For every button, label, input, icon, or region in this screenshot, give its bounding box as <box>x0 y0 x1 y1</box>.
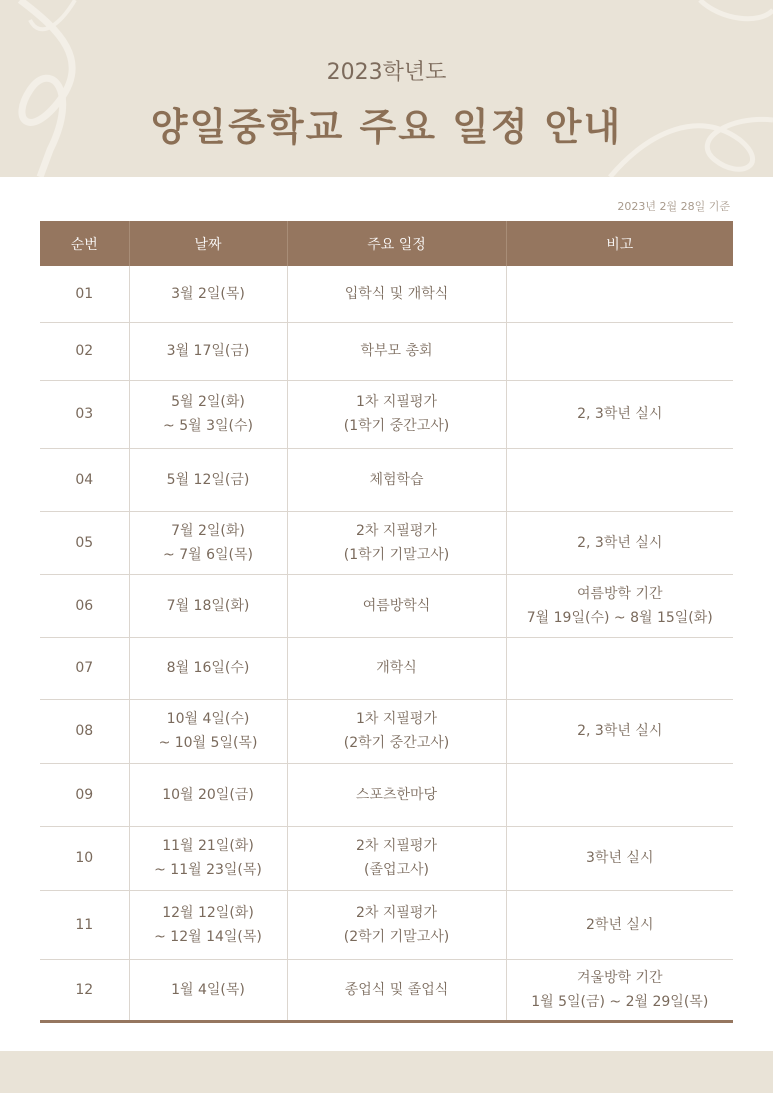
row-note-line: 겨울방학 기간 <box>576 969 663 986</box>
row-date-line: 11월 21일(화) <box>162 838 254 854</box>
row-number <box>40 699 129 763</box>
as-of-date: 2023년 2월 28일 기준 <box>617 200 730 213</box>
row-event-line: (2학기 기말고사) <box>343 928 450 945</box>
column-header-event: 주요 일정 <box>287 221 506 266</box>
row-date-line: 12월 12일(화) <box>162 904 254 921</box>
row-event-line: (1학기 중간고사) <box>343 418 450 434</box>
row-note-line: 7월 19일(수) ~ 8월 15일(화) <box>526 609 713 626</box>
row-event-line: 종업식 및 졸업식 <box>344 981 449 998</box>
schedule-rows <box>40 266 733 1021</box>
row-event <box>287 890 506 959</box>
header-banner <box>0 0 773 177</box>
row-note-line: 2학년 실시 <box>586 916 654 933</box>
row-number <box>40 763 129 826</box>
row-note <box>506 574 733 637</box>
row-note-line: 2, 3학년 실시 <box>577 406 663 422</box>
row-note <box>506 637 733 699</box>
row-number <box>40 322 129 380</box>
row-date-line: 5월 12일(금) <box>166 471 250 488</box>
row-note <box>506 266 733 322</box>
row-number <box>40 959 129 1021</box>
row-date-line: 10월 20일(금) <box>162 786 254 803</box>
row-date-line: ~ 12월 14일(목) <box>154 928 262 945</box>
page-title: 양일중학교 주요 일정 안내 <box>150 104 623 149</box>
school-year: 2023학년도 <box>326 60 447 85</box>
row-number-text: 04 <box>75 471 94 488</box>
row-number-text: 06 <box>75 597 94 614</box>
row-note-line: 1월 5일(금) ~ 2월 29일(목) <box>531 993 709 1010</box>
row-number <box>40 826 129 890</box>
row-note-line: 2, 3학년 실시 <box>577 723 663 739</box>
row-event-line: 2차 지필평가 <box>356 522 437 539</box>
row-event <box>287 959 506 1021</box>
row-date <box>129 380 287 448</box>
row-number <box>40 574 129 637</box>
row-date-line: 3월 2일(목) <box>171 285 245 302</box>
row-note <box>506 763 733 826</box>
row-event <box>287 699 506 763</box>
row-date-line: 3월 17일(금) <box>166 343 250 359</box>
row-number-text: 07 <box>75 660 94 676</box>
table-row <box>40 448 733 511</box>
row-event-line: 학부모 총회 <box>360 343 433 359</box>
footer-band <box>0 1051 773 1093</box>
row-date-line: 5월 2일(화) <box>171 394 245 410</box>
row-number-text: 12 <box>75 981 94 998</box>
column-header-date: 날짜 <box>129 221 287 266</box>
row-date <box>129 763 287 826</box>
row-event <box>287 380 506 448</box>
row-note <box>506 699 733 763</box>
row-event <box>287 511 506 574</box>
row-number <box>40 380 129 448</box>
table-row <box>40 959 733 1021</box>
row-number-text: 08 <box>75 723 94 739</box>
table-row <box>40 574 733 637</box>
row-note <box>506 448 733 511</box>
row-date <box>129 637 287 699</box>
row-date <box>129 826 287 890</box>
row-event-line: 입학식 및 개학식 <box>344 285 449 302</box>
row-event-line: (2학기 중간고사) <box>343 735 450 751</box>
row-number-text: 11 <box>75 916 94 933</box>
table-row <box>40 266 733 322</box>
row-number <box>40 511 129 574</box>
row-note <box>506 826 733 890</box>
row-event-line: 1차 지필평가 <box>356 394 437 410</box>
row-event-line: 스포츠한마당 <box>355 786 438 803</box>
row-number-text: 09 <box>75 786 94 803</box>
schedule-table <box>40 221 733 1023</box>
row-date-line: 1월 4일(목) <box>171 981 245 998</box>
row-note <box>506 322 733 380</box>
row-date-line: ~ 11월 23일(목) <box>154 862 262 878</box>
row-number-text: 10 <box>75 850 94 866</box>
row-number-text: 01 <box>75 285 94 302</box>
row-note <box>506 890 733 959</box>
row-event <box>287 637 506 699</box>
row-date-line: ~ 10월 5일(목) <box>158 735 258 751</box>
row-note <box>506 380 733 448</box>
row-number <box>40 448 129 511</box>
table-header-row <box>40 221 733 266</box>
table-row <box>40 763 733 826</box>
table-row <box>40 637 733 699</box>
row-date <box>129 959 287 1021</box>
row-date-line: 7월 18일(화) <box>166 597 250 614</box>
row-event-line: 체험학습 <box>369 471 424 488</box>
row-event-line: 여름방학식 <box>362 597 431 614</box>
table-row <box>40 890 733 959</box>
row-note-line: 3학년 실시 <box>586 850 654 866</box>
table-row <box>40 511 733 574</box>
table-row <box>40 380 733 448</box>
row-note-line: 2, 3학년 실시 <box>577 534 663 551</box>
row-event <box>287 826 506 890</box>
table-row <box>40 826 733 890</box>
row-date <box>129 266 287 322</box>
row-number <box>40 637 129 699</box>
column-header-number: 순번 <box>40 221 129 266</box>
row-event-line: (졸업고사) <box>363 862 430 878</box>
row-date-line: 8월 16일(수) <box>166 660 250 676</box>
row-event <box>287 322 506 380</box>
row-event <box>287 266 506 322</box>
column-header-note: 비고 <box>506 221 733 266</box>
row-number <box>40 890 129 959</box>
table-row <box>40 699 733 763</box>
row-date <box>129 574 287 637</box>
table-row <box>40 322 733 380</box>
row-event <box>287 574 506 637</box>
row-note <box>506 959 733 1021</box>
row-date-line: ~ 7월 6일(목) <box>163 546 253 563</box>
row-date-line: 10월 4일(수) <box>166 711 250 727</box>
row-date <box>129 448 287 511</box>
row-event <box>287 763 506 826</box>
row-event-line: 1차 지필평가 <box>356 711 437 727</box>
row-event-line: 2차 지필평가 <box>356 838 437 854</box>
row-number-text: 03 <box>75 406 94 422</box>
row-event <box>287 448 506 511</box>
row-date <box>129 699 287 763</box>
row-number <box>40 266 129 322</box>
row-number-text: 05 <box>75 534 94 551</box>
row-number-text: 02 <box>75 343 94 359</box>
row-note-line: 여름방학 기간 <box>576 585 663 602</box>
row-event-line: 2차 지필평가 <box>356 904 437 921</box>
row-event-line: (1학기 기말고사) <box>343 546 450 563</box>
row-date-line: ~ 5월 3일(수) <box>163 418 253 434</box>
row-note <box>506 511 733 574</box>
row-date <box>129 890 287 959</box>
row-date <box>129 322 287 380</box>
row-date-line: 7월 2일(화) <box>171 522 245 539</box>
row-date <box>129 511 287 574</box>
row-event-line: 개학식 <box>376 660 417 676</box>
